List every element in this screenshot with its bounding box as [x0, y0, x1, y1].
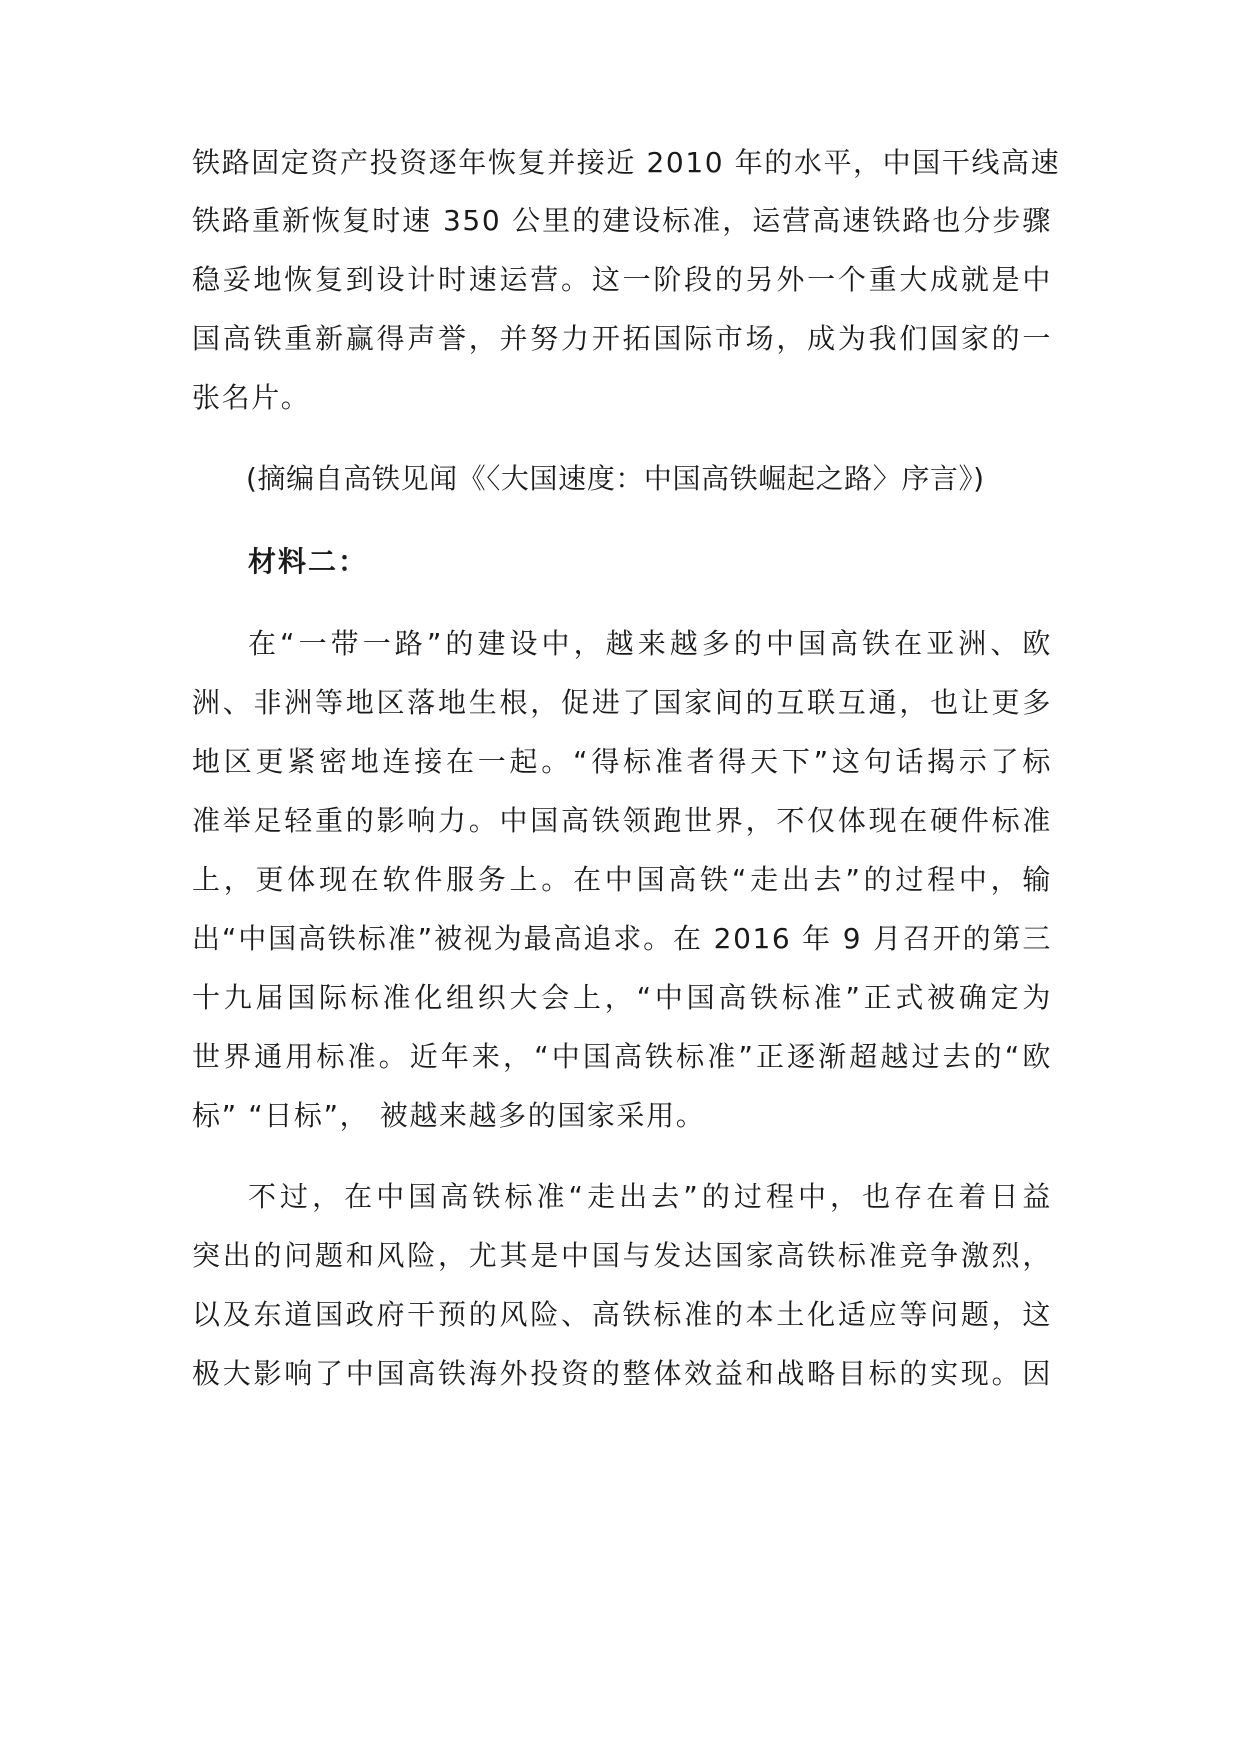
paragraph-2-line-8: 世界通用标准。近年来，“中国高铁标准”正逐渐超越过去的“欧	[192, 1040, 1052, 1073]
paragraph-2-line-5: 上，更体现在软件服务上。在中国高铁“走出去”的过程中，输	[192, 863, 1052, 896]
paragraph-2-line-2: 洲、非洲等地区落地生根，促进了国家间的互联互通，也让更多	[192, 686, 1052, 719]
paragraph-3-line-4: 极大影响了中国高铁海外投资的整体效益和战略目标的实现。因	[192, 1357, 1052, 1390]
paragraph-1-line-4: 国高铁重新赢得声誉，并努力开拓国际市场，成为我们国家的一	[192, 322, 1052, 355]
paragraph-3-line-3: 以及东道国政府干预的风险、高铁标准的本土化适应等问题，这	[192, 1298, 1052, 1331]
paragraph-2-line-4: 准举足轻重的影响力。中国高铁领跑世界，不仅体现在硬件标准	[192, 804, 1052, 837]
source-citation: (摘编自高铁见闻《〈大国速度：中国高铁崛起之路〉序言》)	[246, 462, 985, 495]
paragraph-1-line-2: 铁路重新恢复时速 350 公里的建设标准，运营高速铁路也分步骤	[192, 204, 1052, 237]
paragraph-3-line-1: 不过，在中国高铁标准“走出去”的过程中，也存在着日益	[248, 1180, 1052, 1213]
paragraph-1-line-3: 稳妥地恢复到设计时速运营。这一阶段的另外一个重大成就是中	[192, 263, 1052, 296]
paragraph-2-line-9: 标” “日标”， 被越来越多的国家采用。	[192, 1099, 706, 1132]
paragraph-2-line-7: 十九届国际标准化组织大会上，“中国高铁标准”正式被确定为	[192, 981, 1052, 1014]
paragraph-2-line-6: 出“中国高铁标准”被视为最高追求。在 2016 年 9 月召开的第三	[192, 922, 1052, 955]
paragraph-2-line-3: 地区更紧密地连接在一起。“得标准者得天下”这句话揭示了标	[192, 745, 1052, 778]
paragraph-1-line-5: 张名片。	[192, 381, 311, 414]
paragraph-2-line-1: 在“一带一路”的建设中，越来越多的中国高铁在亚洲、欧	[248, 627, 1052, 660]
paragraph-1-line-1: 铁路固定资产投资逐年恢复并接近 2010 年的水平，中国干线高速	[192, 146, 1061, 179]
section-heading: 材料二：	[248, 545, 369, 578]
paragraph-3-line-2: 突出的问题和风险，尤其是中国与发达国家高铁标准竞争激烈，	[192, 1239, 1052, 1272]
